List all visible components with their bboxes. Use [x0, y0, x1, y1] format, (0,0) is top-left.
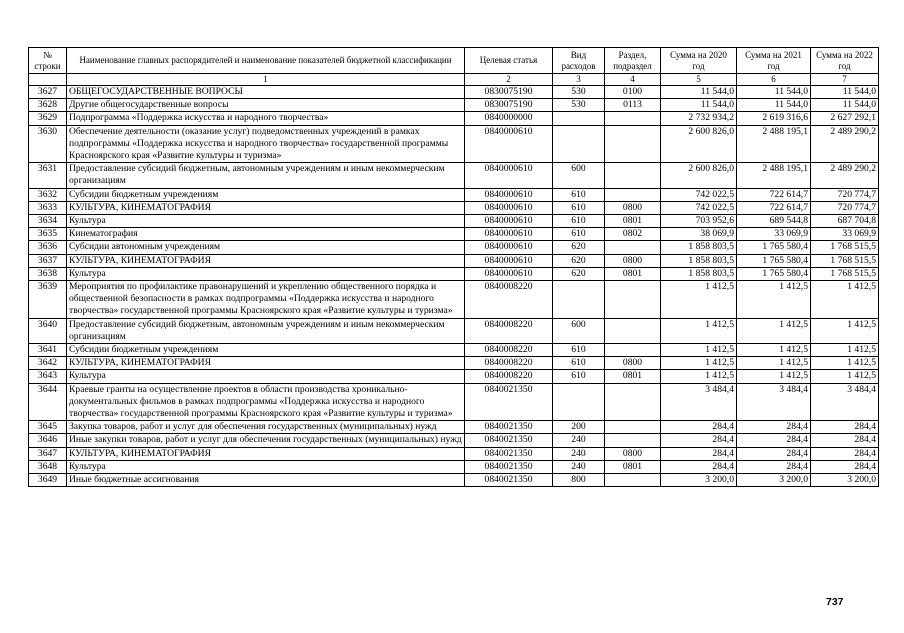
table-row: [29, 215, 879, 228]
row-name: КУЛЬТУРА, КИНЕМАТОГРАФИЯ: [67, 254, 465, 267]
row-section: 0800: [605, 254, 661, 267]
row-sum-2021: 722 614,7: [737, 188, 811, 201]
row-sum-2021: 284,4: [737, 460, 811, 473]
row-sum-2022: 720 774,7: [811, 188, 879, 201]
row-name: Закупка товаров, работ и услуг для обеспечения государственных (муниципальных) нужд: [67, 421, 465, 434]
header-row-no: № строки: [29, 48, 67, 74]
row-name: Краевые гранты на осуществление проектов в области производства хроникально-документальных фильмов в рамках подпрограммы «Поддержка искусства и народного творчества» государственной программы Красноярского края «Развитие культуры и туризма»: [67, 383, 465, 421]
row-number: 3645: [29, 421, 67, 434]
row-name: Мероприятия по профилактике правонарушений и укреплению общественного порядка и общественной безопасности в рамках подпрограммы «Поддержка искусства и народного творчества» государственной программы Красноярского края «Развитие культуры и туризма»: [67, 281, 465, 319]
row-sum-2022: 1 768 515,5: [811, 241, 879, 254]
row-sum-2020: 284,4: [661, 460, 737, 473]
row-name: КУЛЬТУРА, КИНЕМАТОГРАФИЯ: [67, 447, 465, 460]
header-sum-2022: Сумма на 2022 год: [811, 48, 879, 74]
row-sum-2021: 689 544,8: [737, 215, 811, 228]
column-number: 6: [737, 74, 811, 86]
row-sum-2021: 284,4: [737, 421, 811, 434]
row-number: 3646: [29, 434, 67, 447]
row-number: 3640: [29, 318, 67, 343]
table-row: [29, 86, 879, 99]
row-sum-2021: 284,4: [737, 447, 811, 460]
row-section: 0801: [605, 460, 661, 473]
row-sum-2020: 11 544,0: [661, 86, 737, 99]
row-name: Культура: [67, 267, 465, 280]
table-row: [29, 421, 879, 434]
header-kind: Вид расходов: [553, 48, 605, 74]
row-target: 0840000610: [465, 254, 553, 267]
row-kind: 200: [553, 421, 605, 434]
row-sum-2022: 284,4: [811, 447, 879, 460]
table-row: [29, 99, 879, 112]
row-section: 0113: [605, 99, 661, 112]
row-number: 3641: [29, 344, 67, 357]
row-target: 0840000610: [465, 125, 553, 163]
row-target: 0840021350: [465, 447, 553, 460]
column-number: 7: [811, 74, 879, 86]
row-sum-2021: 3 484,4: [737, 383, 811, 421]
header-row: [29, 48, 879, 74]
row-sum-2021: 1 412,5: [737, 370, 811, 383]
row-target: 0840021350: [465, 460, 553, 473]
row-sum-2021: 1 765 580,4: [737, 254, 811, 267]
row-kind: 620: [553, 254, 605, 267]
row-sum-2021: 1 412,5: [737, 357, 811, 370]
row-sum-2020: 1 858 803,5: [661, 267, 737, 280]
row-name: Субсидии автономным учреждениям: [67, 241, 465, 254]
row-sum-2022: 284,4: [811, 434, 879, 447]
row-sum-2021: 3 200,0: [737, 474, 811, 487]
row-sum-2021: 11 544,0: [737, 99, 811, 112]
column-number: 2: [465, 74, 553, 86]
row-kind: 800: [553, 474, 605, 487]
row-section: [605, 163, 661, 188]
row-section: [605, 112, 661, 125]
row-target: 0840000610: [465, 215, 553, 228]
row-name: Предоставление субсидий бюджетным, автономным учреждениям и иным некоммерческим организациям: [67, 318, 465, 343]
header-name: Наименование главных распорядителей и наименование показателей бюджетной классификации: [67, 48, 465, 74]
row-section: [605, 344, 661, 357]
row-number: 3648: [29, 460, 67, 473]
row-sum-2021: 2 619 316,6: [737, 112, 811, 125]
row-sum-2020: 284,4: [661, 447, 737, 460]
row-sum-2021: 1 765 580,4: [737, 241, 811, 254]
row-target: 0830075190: [465, 99, 553, 112]
table-row: [29, 241, 879, 254]
table-body: [29, 86, 879, 487]
row-target: 0840000610: [465, 163, 553, 188]
table-row: [29, 254, 879, 267]
row-number: 3647: [29, 447, 67, 460]
row-sum-2020: 38 069,9: [661, 228, 737, 241]
row-sum-2022: 3 484,4: [811, 383, 879, 421]
table-row: [29, 228, 879, 241]
row-kind: 600: [553, 163, 605, 188]
row-kind: 610: [553, 228, 605, 241]
table-row: [29, 357, 879, 370]
row-number: 3638: [29, 267, 67, 280]
row-number: 3632: [29, 188, 67, 201]
row-target: 0840008220: [465, 281, 553, 319]
row-sum-2020: 1 858 803,5: [661, 241, 737, 254]
table-row: [29, 281, 879, 319]
row-kind: 240: [553, 434, 605, 447]
row-target: 0840000610: [465, 228, 553, 241]
row-sum-2022: 1 768 515,5: [811, 254, 879, 267]
row-kind: 240: [553, 460, 605, 473]
row-name: Субсидии бюджетным учреждениям: [67, 188, 465, 201]
row-sum-2021: 722 614,7: [737, 201, 811, 214]
row-number: 3636: [29, 241, 67, 254]
row-sum-2020: 703 952,6: [661, 215, 737, 228]
row-target: 0840008220: [465, 344, 553, 357]
row-number: 3639: [29, 281, 67, 319]
row-name: Культура: [67, 460, 465, 473]
row-name: Культура: [67, 215, 465, 228]
row-name: КУЛЬТУРА, КИНЕМАТОГРАФИЯ: [67, 357, 465, 370]
row-sum-2021: 1 412,5: [737, 281, 811, 319]
row-kind: 240: [553, 447, 605, 460]
row-sum-2022: 687 704,8: [811, 215, 879, 228]
row-sum-2020: 1 412,5: [661, 318, 737, 343]
table-row: [29, 370, 879, 383]
row-sum-2021: 1 412,5: [737, 344, 811, 357]
row-sum-2020: 1 858 803,5: [661, 254, 737, 267]
row-name: КУЛЬТУРА, КИНЕМАТОГРАФИЯ: [67, 201, 465, 214]
row-section: 0800: [605, 447, 661, 460]
row-number: 3649: [29, 474, 67, 487]
row-section: 0801: [605, 215, 661, 228]
table-row: [29, 201, 879, 214]
row-target: 0840021350: [465, 434, 553, 447]
row-section: [605, 421, 661, 434]
row-sum-2022: 2 627 292,1: [811, 112, 879, 125]
row-section: [605, 241, 661, 254]
row-name: Другие общегосударственные вопросы: [67, 99, 465, 112]
table-row: [29, 460, 879, 473]
column-number: 1: [67, 74, 465, 86]
budget-table: [28, 47, 879, 487]
row-kind: [553, 383, 605, 421]
row-kind: [553, 112, 605, 125]
row-sum-2021: 1 765 580,4: [737, 267, 811, 280]
row-sum-2022: 284,4: [811, 421, 879, 434]
row-sum-2022: 1 412,5: [811, 344, 879, 357]
row-kind: 610: [553, 215, 605, 228]
row-number: 3627: [29, 86, 67, 99]
row-number: 3644: [29, 383, 67, 421]
row-number: 3637: [29, 254, 67, 267]
row-sum-2022: 1 412,5: [811, 357, 879, 370]
row-sum-2020: 1 412,5: [661, 370, 737, 383]
row-sum-2021: 33 069,9: [737, 228, 811, 241]
table-row: [29, 163, 879, 188]
row-sum-2020: 1 412,5: [661, 344, 737, 357]
table-row: [29, 318, 879, 343]
row-kind: 610: [553, 188, 605, 201]
row-sum-2022: 11 544,0: [811, 99, 879, 112]
row-number: 3629: [29, 112, 67, 125]
row-target: 0840000610: [465, 201, 553, 214]
row-kind: [553, 125, 605, 163]
row-name: Культура: [67, 370, 465, 383]
row-name: Предоставление субсидий бюджетным, автономным учреждениям и иным некоммерческим организациям: [67, 163, 465, 188]
table-row: [29, 474, 879, 487]
row-number: 3628: [29, 99, 67, 112]
row-kind: 620: [553, 241, 605, 254]
row-sum-2022: 720 774,7: [811, 201, 879, 214]
row-kind: [553, 281, 605, 319]
row-section: 0801: [605, 267, 661, 280]
row-section: [605, 281, 661, 319]
row-section: 0802: [605, 228, 661, 241]
row-target: 0840021350: [465, 474, 553, 487]
row-sum-2020: 2 600 826,0: [661, 163, 737, 188]
row-section: 0801: [605, 370, 661, 383]
row-name: Субсидии бюджетным учреждениям: [67, 344, 465, 357]
row-section: 0800: [605, 357, 661, 370]
table-row: [29, 112, 879, 125]
row-kind: 530: [553, 86, 605, 99]
row-target: 0840021350: [465, 421, 553, 434]
table-row: [29, 188, 879, 201]
row-target: 0840000610: [465, 267, 553, 280]
header-target: Целевая статья: [465, 48, 553, 74]
row-sum-2022: 1 412,5: [811, 281, 879, 319]
row-section: [605, 125, 661, 163]
row-number: 3642: [29, 357, 67, 370]
row-sum-2022: 2 489 290,2: [811, 125, 879, 163]
row-kind: 530: [553, 99, 605, 112]
row-sum-2022: 2 489 290,2: [811, 163, 879, 188]
row-sum-2021: 11 544,0: [737, 86, 811, 99]
row-name: Обеспечение деятельности (оказание услуг) подведомственных учреждений в рамках подпрограммы «Поддержка искусства и народного творчества» государственной программы Красноярского края «Развитие культуры и туризма»: [67, 125, 465, 163]
row-section: 0100: [605, 86, 661, 99]
row-target: 0840008220: [465, 318, 553, 343]
row-section: [605, 383, 661, 421]
row-name: Подпрограмма «Поддержка искусства и народного творчества»: [67, 112, 465, 125]
row-sum-2020: 742 022,5: [661, 188, 737, 201]
row-name: Иные закупки товаров, работ и услуг для обеспечения государственных (муниципальных) нужд: [67, 434, 465, 447]
row-target: 0830075190: [465, 86, 553, 99]
row-sum-2020: 284,4: [661, 434, 737, 447]
row-number: 3643: [29, 370, 67, 383]
table-row: [29, 125, 879, 163]
row-number: 3631: [29, 163, 67, 188]
row-kind: 620: [553, 267, 605, 280]
column-number: [29, 74, 67, 86]
row-sum-2022: 11 544,0: [811, 86, 879, 99]
row-sum-2020: 284,4: [661, 421, 737, 434]
row-sum-2020: 2 732 934,2: [661, 112, 737, 125]
header-sum-2020: Сумма на 2020 год: [661, 48, 737, 74]
row-sum-2022: 1 768 515,5: [811, 267, 879, 280]
column-number: 3: [553, 74, 605, 86]
row-sum-2021: 2 488 195,1: [737, 163, 811, 188]
table-row: [29, 344, 879, 357]
row-sum-2020: 11 544,0: [661, 99, 737, 112]
row-number: 3635: [29, 228, 67, 241]
row-target: 0840021350: [465, 383, 553, 421]
row-number: 3634: [29, 215, 67, 228]
row-kind: 610: [553, 344, 605, 357]
row-section: 0800: [605, 201, 661, 214]
row-section: [605, 318, 661, 343]
row-sum-2020: 2 600 826,0: [661, 125, 737, 163]
row-sum-2022: 33 069,9: [811, 228, 879, 241]
row-target: 0840008220: [465, 370, 553, 383]
row-target: 0840008220: [465, 357, 553, 370]
row-section: [605, 188, 661, 201]
row-sum-2020: 3 200,0: [661, 474, 737, 487]
row-kind: 610: [553, 370, 605, 383]
row-target: 0840000610: [465, 188, 553, 201]
column-number-row: [29, 74, 879, 86]
row-section: [605, 474, 661, 487]
row-kind: 610: [553, 201, 605, 214]
page-number: 737: [826, 596, 844, 608]
table-row: [29, 383, 879, 421]
row-name: ОБЩЕГОСУДАРСТВЕННЫЕ ВОПРОСЫ: [67, 86, 465, 99]
row-number: 3633: [29, 201, 67, 214]
header-sum-2021: Сумма на 2021 год: [737, 48, 811, 74]
row-name: Кинематография: [67, 228, 465, 241]
row-section: [605, 434, 661, 447]
row-target: 0840000610: [465, 241, 553, 254]
row-kind: 610: [553, 357, 605, 370]
column-number: 4: [605, 74, 661, 86]
row-sum-2022: 1 412,5: [811, 370, 879, 383]
row-target: 0840000000: [465, 112, 553, 125]
row-sum-2022: 1 412,5: [811, 318, 879, 343]
row-sum-2021: 1 412,5: [737, 318, 811, 343]
column-number: 5: [661, 74, 737, 86]
row-sum-2020: 1 412,5: [661, 357, 737, 370]
row-sum-2020: 1 412,5: [661, 281, 737, 319]
row-sum-2020: 742 022,5: [661, 201, 737, 214]
table-row: [29, 447, 879, 460]
table-row: [29, 434, 879, 447]
row-sum-2022: 3 200,0: [811, 474, 879, 487]
row-name: Иные бюджетные ассигнования: [67, 474, 465, 487]
row-sum-2021: 2 488 195,1: [737, 125, 811, 163]
row-sum-2022: 284,4: [811, 460, 879, 473]
row-sum-2021: 284,4: [737, 434, 811, 447]
row-number: 3630: [29, 125, 67, 163]
table-row: [29, 267, 879, 280]
row-kind: 600: [553, 318, 605, 343]
row-sum-2020: 3 484,4: [661, 383, 737, 421]
header-section: Раздел, подраздел: [605, 48, 661, 74]
